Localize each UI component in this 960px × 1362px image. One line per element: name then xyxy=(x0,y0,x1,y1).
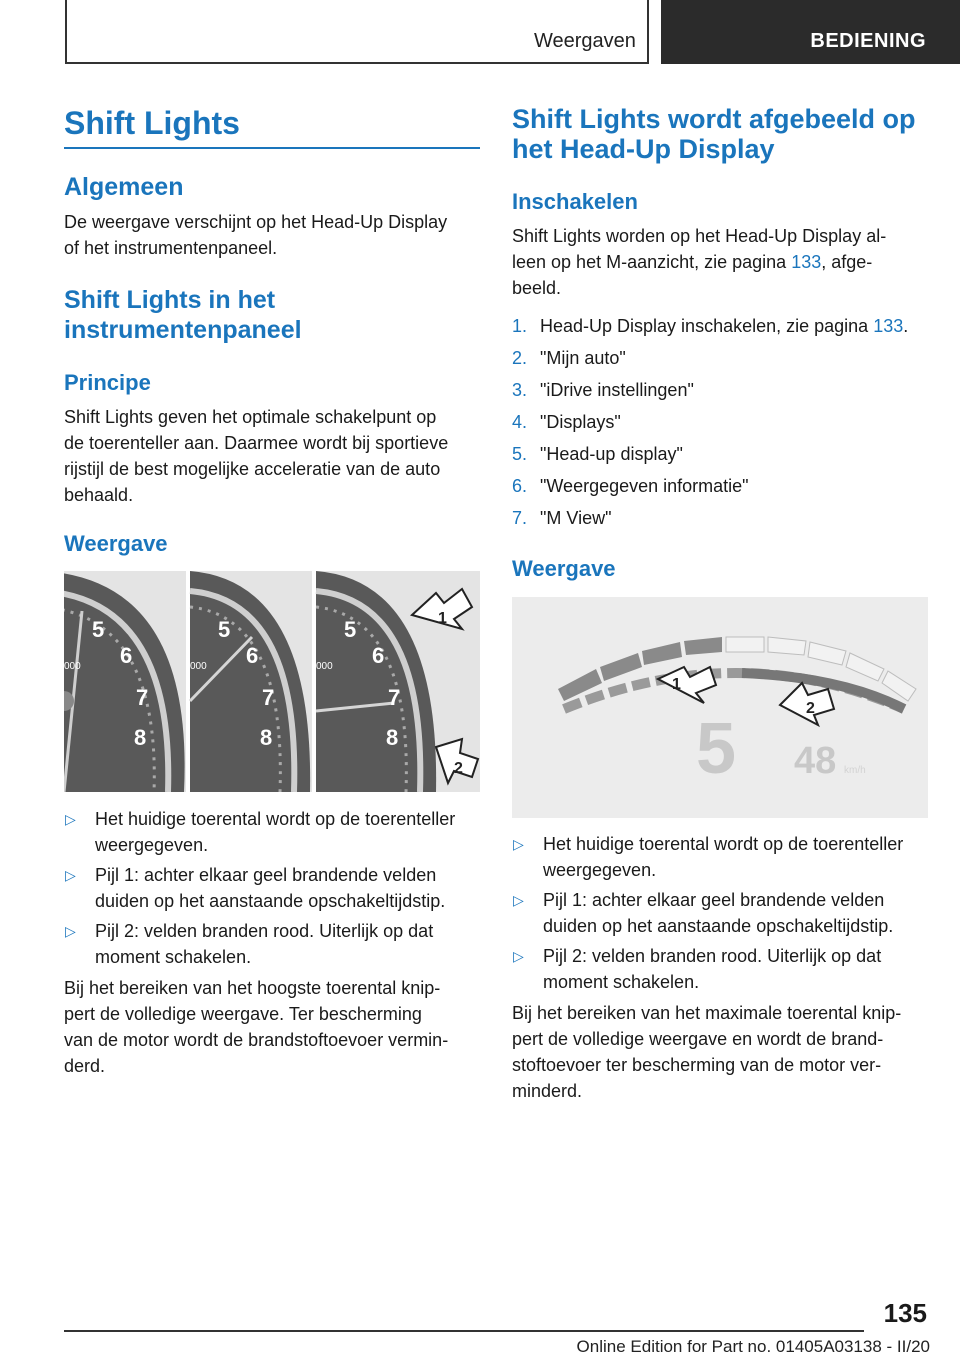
step-4-text: "Displays" xyxy=(540,412,621,432)
inschakelen-text-2 xyxy=(512,249,872,275)
gauge2-num-5: 5 xyxy=(218,617,231,642)
gauge2-num-7: 7 xyxy=(262,685,275,710)
page-link-133[interactable]: 133 xyxy=(791,252,822,272)
gauge3-num-7: 7 xyxy=(388,685,401,710)
page-title: Shift Lights xyxy=(64,105,240,141)
right-bullet-3-line-2: moment schakelen. xyxy=(543,972,700,992)
gauge1-num-5: 5 xyxy=(92,617,105,642)
gauge1-num-6: 6 xyxy=(120,643,133,668)
page-number: 135 xyxy=(883,1298,927,1328)
algemeen-text-2: of het instrumentenpaneel. xyxy=(64,238,278,258)
left-closing-4: derd. xyxy=(64,1056,106,1076)
left-bullet-3 xyxy=(64,918,480,970)
edition-note: Online Edition for Part no. 01405A03138 - II/20 xyxy=(576,1337,930,1356)
header-border-left xyxy=(65,0,67,64)
right-bullet-1-line-2: weergegeven. xyxy=(543,860,657,880)
right-title-2: het Head-Up Display xyxy=(512,134,775,164)
step-3 xyxy=(512,377,694,403)
step-4-number: 4. xyxy=(512,412,528,432)
step-7-number: 7. xyxy=(512,508,528,528)
inschakelen-text-3: beeld. xyxy=(512,278,562,298)
triangle-bullet-icon: ▷ xyxy=(65,923,76,939)
footer-rule xyxy=(64,1330,864,1332)
heading-weergave-left: Weergave xyxy=(64,531,168,556)
step-6-number: 6. xyxy=(512,476,528,496)
hud-figure xyxy=(512,597,928,818)
triangle-bullet-icon: ▷ xyxy=(513,948,524,964)
step-1-page-link[interactable]: 133 xyxy=(873,316,904,336)
header-section-title: Weergaven xyxy=(534,30,636,52)
step-1-end: . xyxy=(903,316,909,336)
step-3-text: "iDrive instellingen" xyxy=(540,380,694,400)
right-bullet-2-line-2: duiden op het aanstaande opschakeltijdstip. xyxy=(543,916,894,936)
right-bullet-1 xyxy=(512,831,928,883)
triangle-bullet-icon: ▷ xyxy=(513,836,524,852)
heading-weergave-right: Weergave xyxy=(512,556,616,581)
left-closing-3: van de motor wordt de brandstoftoevoer vermin- xyxy=(64,1030,449,1050)
inschakelen-text-1: Shift Lights worden op het Head-Up Display al- xyxy=(512,226,887,246)
step-7-text: "M View" xyxy=(540,508,612,528)
left-bullet-1-line-1: Het huidige toerental wordt op de toerenteller xyxy=(95,809,456,829)
left-bullet-3-line-2: moment schakelen. xyxy=(95,947,252,967)
step-7 xyxy=(512,505,611,531)
right-title-1: Shift Lights wordt afgebeeld op xyxy=(512,104,916,134)
gauge1-partial-label: 000 xyxy=(64,661,81,672)
hud-speed: 48 xyxy=(794,740,837,782)
triangle-bullet-icon: ▷ xyxy=(513,892,524,908)
header-border-bottom xyxy=(65,62,649,64)
left-bullet-2-line-2: duiden op het aanstaande opschakeltijdstip. xyxy=(95,891,446,911)
arrow-1-label: 1 xyxy=(438,610,447,627)
right-closing-1: Bij het bereiken van het maximale toerental knip- xyxy=(512,1003,902,1023)
right-closing-4: minderd. xyxy=(512,1081,583,1101)
tachometer-illustration xyxy=(64,571,480,792)
step-6-text: "Weergegeven informatie" xyxy=(540,476,749,496)
heading-algemeen: Algemeen xyxy=(64,173,184,201)
gauge2-num-6: 6 xyxy=(246,643,259,668)
hud-arrow-2-label: 2 xyxy=(806,700,815,717)
principe-text-2: de toerenteller aan. Daarmee wordt bij sportieve xyxy=(64,433,449,453)
inschakelen-text-2-a: leen op het M-aanzicht, zie pagina xyxy=(512,252,792,272)
step-1-text: Head-Up Display inschakelen, zie pagina xyxy=(540,316,874,336)
step-1 xyxy=(512,313,908,339)
hud-speed-unit: km/h xyxy=(844,765,866,776)
step-2-text: "Mijn auto" xyxy=(540,348,626,368)
header-border-right xyxy=(647,0,649,64)
triangle-bullet-icon: ▷ xyxy=(65,867,76,883)
step-5 xyxy=(512,441,683,467)
left-bullet-2 xyxy=(64,862,480,914)
left-bullet-1-line-2: weergegeven. xyxy=(95,835,209,855)
header-chapter-label: BEDIENING xyxy=(810,30,926,52)
gauge2-num-8: 8 xyxy=(260,725,273,750)
step-1-number: 1. xyxy=(512,316,528,336)
right-closing-3: stoftoevoer ter bescherming van de motor ver- xyxy=(512,1055,882,1075)
right-bullet-3-line-1: Pijl 2: velden branden rood. Uiterlijk op dat xyxy=(543,946,882,966)
step-2-number: 2. xyxy=(512,348,528,368)
gauge1-num-8: 8 xyxy=(134,725,147,750)
tachometer-figure xyxy=(64,571,480,792)
heading-instrumentenpaneel-1: Shift Lights in het xyxy=(64,286,276,314)
gauge3-num-8: 8 xyxy=(386,725,399,750)
principe-text-1: Shift Lights geven het optimale schakelpunt op xyxy=(64,407,437,427)
right-bullet-3 xyxy=(512,943,928,995)
left-closing-2: pert de volledige weergave. Ter bescherming xyxy=(64,1004,422,1024)
left-bullet-1 xyxy=(64,806,480,858)
right-bullet-1-line-1: Het huidige toerental wordt op de toerenteller xyxy=(543,834,904,854)
heading-inschakelen: Inschakelen xyxy=(512,189,638,214)
hud-arrow-1-label: 1 xyxy=(672,676,681,693)
right-closing-2: pert de volledige weergave en wordt de brand- xyxy=(512,1029,884,1049)
principe-text-3: rijstijl de best mogelijke acceleratie van de auto xyxy=(64,459,441,479)
gauge3-partial-label: 000 xyxy=(316,661,333,672)
left-bullet-3-line-1: Pijl 2: velden branden rood. Uiterlijk op dat xyxy=(95,921,434,941)
heading-principe: Principe xyxy=(64,370,151,395)
left-bullet-2-line-1: Pijl 1: achter elkaar geel brandende velden xyxy=(95,865,437,885)
arrow-2-label: 2 xyxy=(454,760,463,777)
title-rule xyxy=(64,147,480,149)
header-chapter-tab xyxy=(661,0,960,64)
heading-instrumentenpaneel-2: instrumentenpaneel xyxy=(64,316,302,344)
gauge2-partial-label: 000 xyxy=(190,661,207,672)
step-3-number: 3. xyxy=(512,380,528,400)
step-5-number: 5. xyxy=(512,444,528,464)
step-6 xyxy=(512,473,749,499)
right-bullet-2 xyxy=(512,887,928,939)
step-5-text: "Head-up display" xyxy=(540,444,683,464)
algemeen-text-1: De weergave verschijnt op het Head-Up Display xyxy=(64,212,448,232)
right-bullet-2-line-1: Pijl 1: achter elkaar geel brandende velden xyxy=(543,890,885,910)
hud-illustration xyxy=(512,597,928,818)
gauge3-num-5: 5 xyxy=(344,617,357,642)
gauge1-num-7: 7 xyxy=(136,685,149,710)
gauge3-num-6: 6 xyxy=(372,643,385,668)
step-2 xyxy=(512,345,626,371)
step-4 xyxy=(512,409,621,435)
inschakelen-text-2-b: , afge- xyxy=(821,252,873,272)
principe-text-4: behaald. xyxy=(64,485,134,505)
hud-gear: 5 xyxy=(696,709,737,789)
triangle-bullet-icon: ▷ xyxy=(65,811,76,827)
left-closing-1: Bij het bereiken van het hoogste toerental knip- xyxy=(64,978,441,998)
